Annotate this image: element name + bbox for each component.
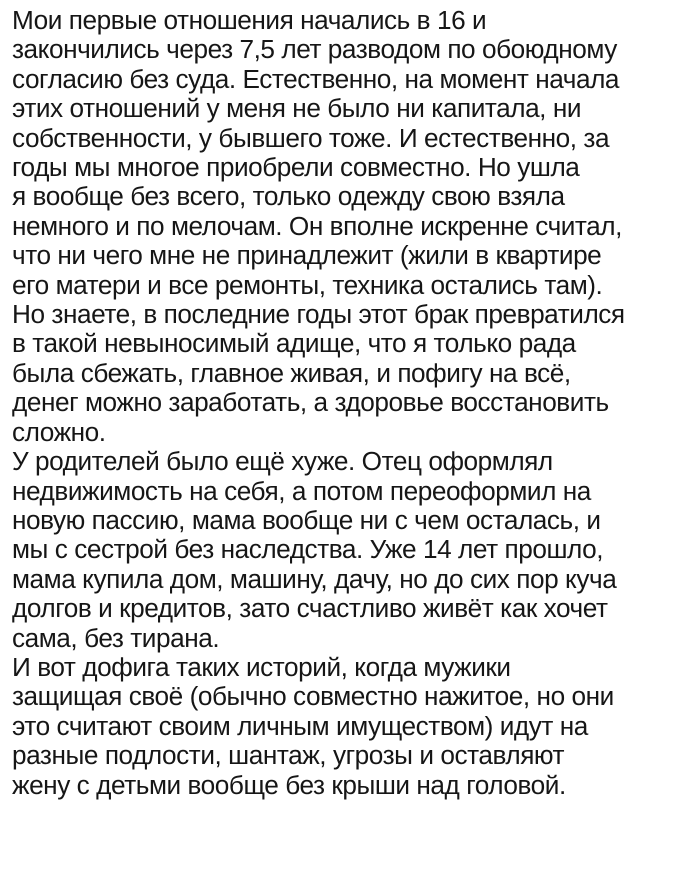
- text-line: И вот дофига таких историй, когда мужики: [12, 651, 511, 682]
- text-line: я вообще без всего, только одежду свою взяла: [12, 181, 565, 212]
- text-line: У родителей было ещё хуже. Отец оформлял: [12, 446, 553, 477]
- text-line: долгов и кредитов, зато счастливо живёт как хочет: [12, 593, 608, 624]
- post-text: [12, 6, 700, 800]
- text-line: этих отношений у меня не было ни капитала, ни: [12, 93, 582, 124]
- text-line: жену с детьми вообще без крыши над головой.: [12, 769, 566, 800]
- text-line: была сбежать, главное живая, и пофигу на всё,: [12, 357, 571, 388]
- text-line: в такой невыносимый адище, что я только рада: [12, 328, 576, 359]
- text-line: закончились через 7,5 лет разводом по обоюдному: [12, 34, 617, 65]
- text-line: новую пассию, мама вообще ни с чем осталась, и: [12, 504, 601, 535]
- text-line: Но знаете, в последние годы этот брак превратился: [12, 299, 625, 330]
- text-line: собственности, у бывшего тоже. И естественно, за: [12, 122, 610, 153]
- text-line: Мои первые отношения начались в 16 и: [12, 5, 487, 35]
- text-line: разные подлости, шантаж, угрозы и оставляют: [12, 740, 565, 771]
- text-line: денег можно заработать, а здоровье восстановить: [12, 387, 609, 418]
- text-line: его матери и все ремонты, техника остались там).: [12, 269, 603, 300]
- text-line: немного и по мелочам. Он вполне искренне считал,: [12, 210, 622, 241]
- text-line: недвижимость на себя, а потом переоформил на: [12, 475, 591, 506]
- text-line: мы с сестрой без наследства. Уже 14 лет прошло,: [12, 534, 604, 565]
- text-line: защищая своё (обычно совместно нажитое, но они: [12, 681, 614, 712]
- text-line: согласию без суда. Естественно, на момент начала: [12, 63, 620, 94]
- text-line: это считают своим личным имуществом) идут на: [12, 710, 588, 741]
- text-line: что ни чего мне не принадлежит (жили в квартире: [12, 240, 602, 271]
- text-line: мама купила дом, машину, дачу, но до сих пор куча: [12, 563, 617, 594]
- text-line: годы мы многое приобрели совместно. Но ушла: [12, 152, 580, 183]
- text-line: сложно.: [12, 416, 106, 447]
- text-line: сама, без тирана.: [12, 622, 220, 653]
